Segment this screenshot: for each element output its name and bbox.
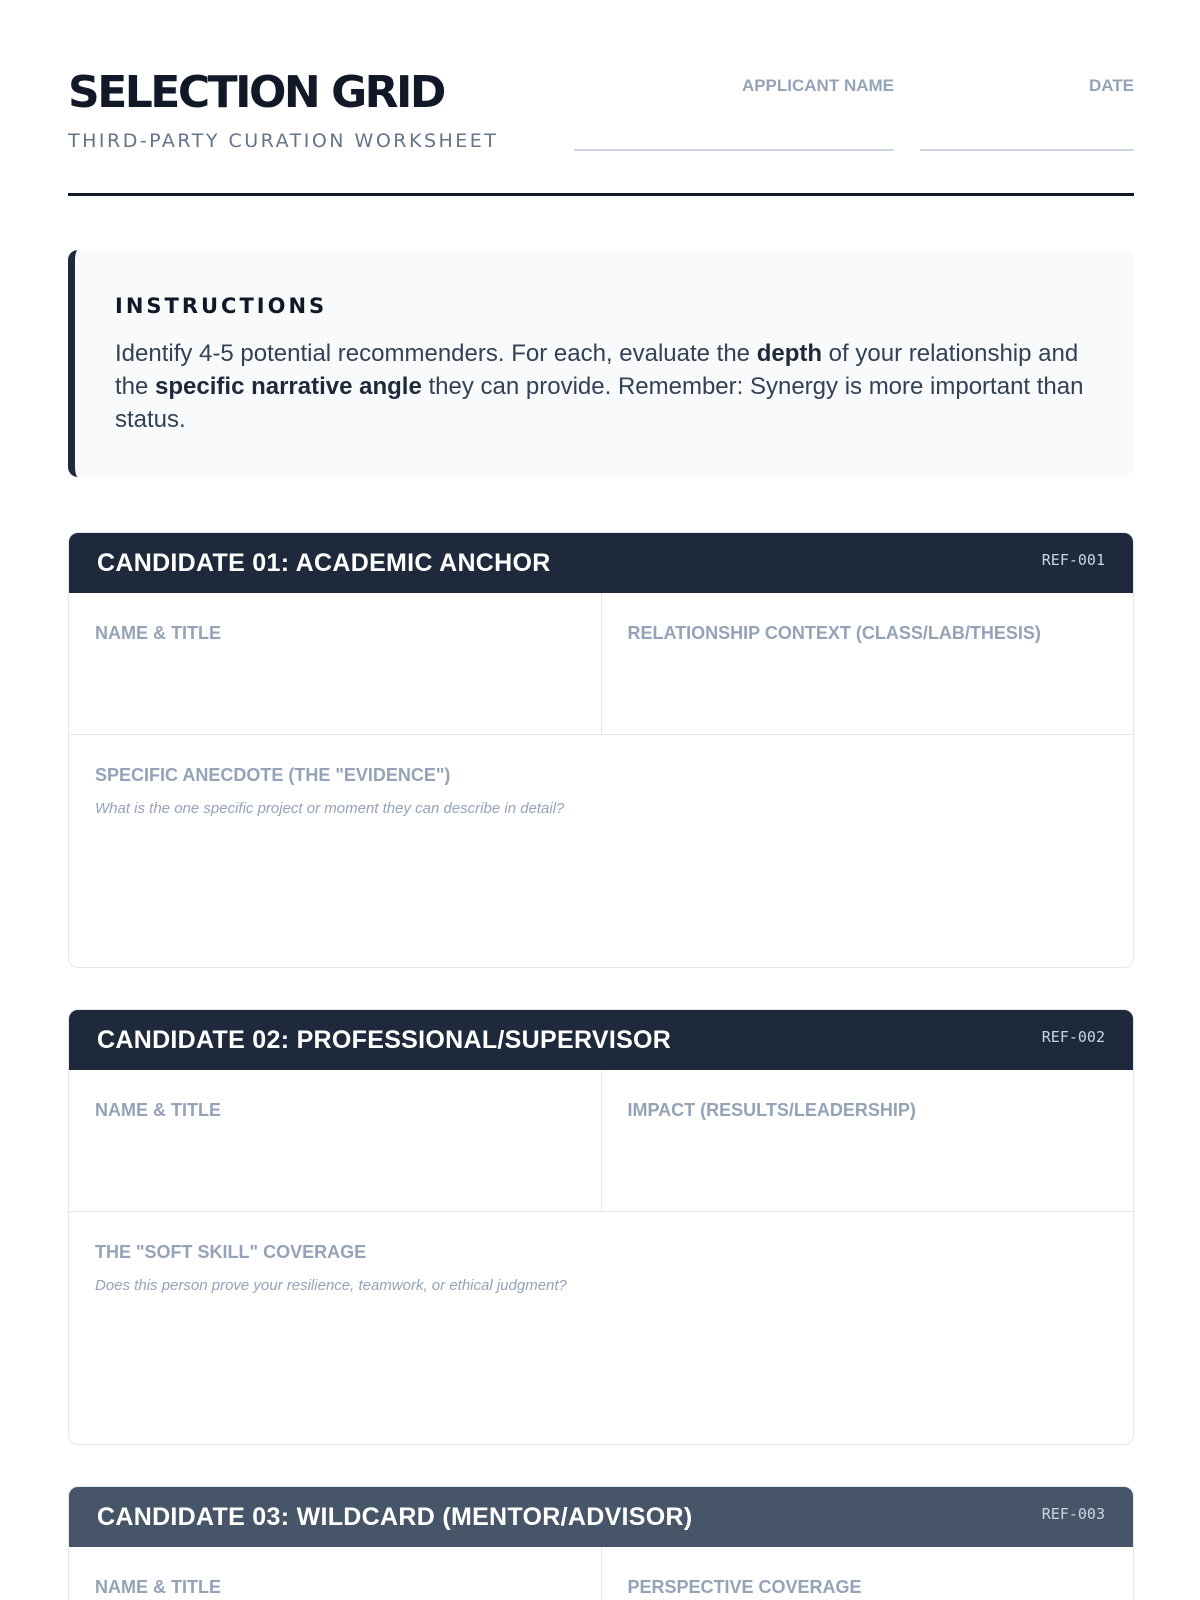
relationship-context-label: RELATIONSHIP CONTEXT (CLASS/LAB/THESIS) xyxy=(627,623,1041,643)
impact-label: IMPACT (RESULTS/LEADERSHIP) xyxy=(627,1100,916,1120)
page-title: SELECTION GRID xyxy=(68,67,444,118)
candidate-title: CANDIDATE 02: PROFESSIONAL/SUPERVISOR xyxy=(97,1025,672,1054)
name-title-field[interactable] xyxy=(69,1547,601,1600)
date-label: DATE xyxy=(1088,76,1134,95)
date-field[interactable] xyxy=(920,149,1134,151)
candidate-card-01 xyxy=(68,532,1134,968)
impact-field[interactable] xyxy=(601,1070,1134,1211)
reference-code: REF-001 xyxy=(1041,551,1105,569)
instructions-text-part: of your relationship and the xyxy=(115,340,1079,400)
soft-skill-label: THE "SOFT SKILL" COVERAGE xyxy=(95,1242,367,1262)
instructions-heading: INSTRUCTIONS xyxy=(115,294,328,318)
anecdote-hint: What is the one specific project or moment they can describe in detail? xyxy=(95,800,565,817)
page-subtitle: THIRD-PARTY CURATION WORKSHEET xyxy=(68,130,499,152)
candidate-card-header xyxy=(69,1487,1133,1547)
candidate-title: CANDIDATE 03: WILDCARD (MENTOR/ADVISOR) xyxy=(97,1502,693,1531)
candidate-card-02 xyxy=(68,1009,1134,1445)
page-header xyxy=(68,68,1134,196)
candidate-card-header xyxy=(69,1010,1133,1070)
instructions-text-part: they can provide. Remember: Synergy is more important than status. xyxy=(115,373,1084,433)
applicant-name-label: APPLICANT NAME xyxy=(741,76,894,95)
name-title-field[interactable] xyxy=(69,1070,601,1211)
name-title-label: NAME & TITLE xyxy=(95,1100,221,1120)
instructions-emphasis-depth: depth xyxy=(756,340,823,367)
perspective-coverage-field[interactable] xyxy=(601,1547,1134,1600)
name-title-field[interactable] xyxy=(69,593,601,734)
anecdote-label: SPECIFIC ANECDOTE (THE "EVIDENCE") xyxy=(95,765,451,785)
candidate-title: CANDIDATE 01: ACADEMIC ANCHOR xyxy=(97,548,551,577)
instructions-box xyxy=(68,250,1134,477)
candidate-card-03 xyxy=(68,1486,1134,1600)
reference-code: REF-002 xyxy=(1041,1028,1105,1046)
soft-skill-hint: Does this person prove your resilience, teamwork, or ethical judgment? xyxy=(95,1277,567,1294)
anecdote-field[interactable] xyxy=(69,735,1133,847)
perspective-coverage-label: PERSPECTIVE COVERAGE xyxy=(627,1577,862,1597)
instructions-emphasis-angle: specific narrative angle xyxy=(155,373,422,400)
relationship-context-field[interactable] xyxy=(601,593,1134,734)
instructions-text xyxy=(115,337,1094,436)
instructions-text-part: Identify 4-5 potential recommenders. For each, evaluate the xyxy=(115,340,757,367)
reference-code: REF-003 xyxy=(1041,1505,1105,1523)
name-title-label: NAME & TITLE xyxy=(95,1577,221,1597)
applicant-name-field[interactable] xyxy=(574,149,894,151)
name-title-label: NAME & TITLE xyxy=(95,623,221,643)
candidate-card-header xyxy=(69,533,1133,593)
soft-skill-field[interactable] xyxy=(69,1212,1133,1324)
